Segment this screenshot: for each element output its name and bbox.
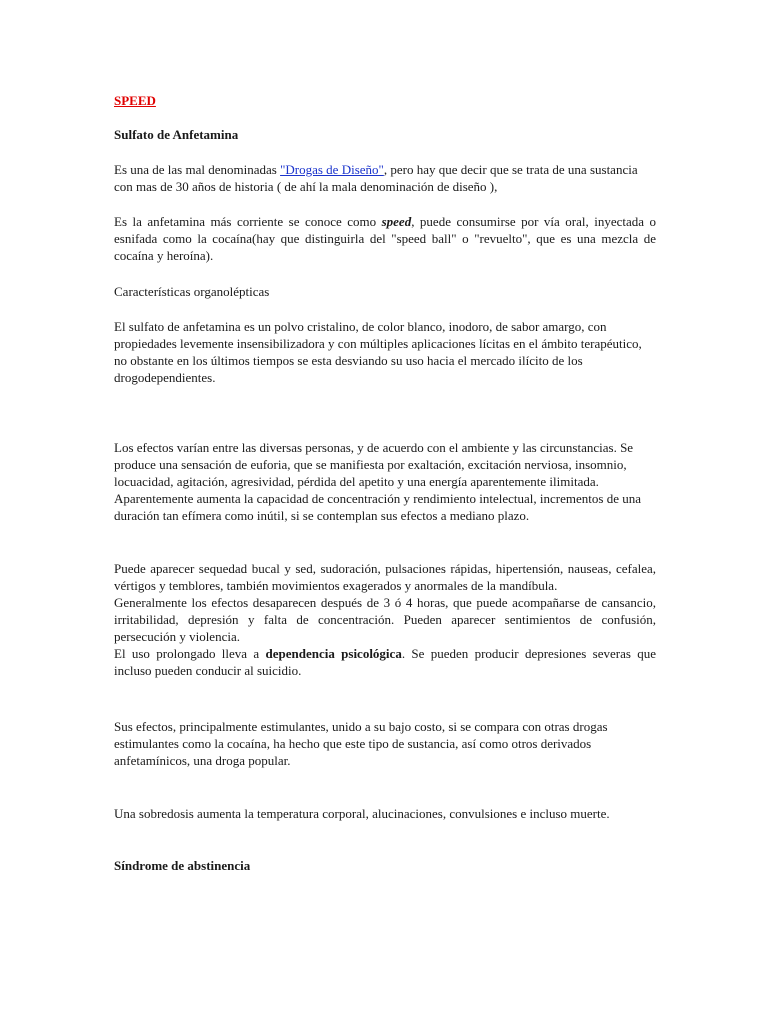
paragraph-popular: Sus efectos, principalmente estimulantes, unido a su bajo costo, si se compara con otras drogas estimulantes como la cocaína, ha hecho que este tipo de sustancia, así como otros derivados anfetamínicos, una droga popular. [114, 719, 608, 768]
intro-text-after: , pero hay que decir que se trata de una sustancia con mas de 30 años de historia ( de ahí la mala denominación de diseño ), [114, 162, 638, 194]
dependencia-psicologica-bold: dependencia psicológica [265, 646, 402, 661]
para2-before: Es la anfetamina más corriente se conoce como [114, 214, 382, 229]
paragraph-sulfato: El sulfato de anfetamina es un polvo cristalino, de color blanco, inodoro, de sabor amargo, con propiedades levemente insensibilizadora y con múltiples aplicaciones lícitas en el ámbito terapéutico, no obstante en los últimos tiempos se esta desviando su uso hacia el mercado ilícito de los drogodependientes. [114, 319, 642, 385]
paragraph-dependencia [114, 645, 656, 679]
intro-paragraph [114, 161, 656, 195]
paragraph-sintomas: Puede aparecer sequedad bucal y sed, sudoración, pulsaciones rápidas, hipertensión, nauseas, cefalea, vértigos y temblores, también movimientos exagerados y anormales de la mandíbula. [114, 561, 656, 593]
speed-emphasis: speed [381, 214, 412, 229]
heading-organolepticas: Características organolépticas [114, 284, 270, 299]
subtitle: Sulfato de Anfetamina [114, 127, 239, 142]
para7-before: El uso prolongado lleva a [114, 646, 266, 661]
paragraph-speed [114, 213, 656, 264]
paragraph-efectos: Los efectos varían entre las diversas personas, y de acuerdo con el ambiente y las circunstancias. Se produce una sensación de euforia, que se manifiesta por exaltación, excitación nerviosa, insomnio, locuacidad, agitación, agresividad, pérdida del apetito y una energía aparentemente ilimitada. Aparentemente aumenta la capacidad de concentración y rendimiento intelectual, incrementos de una duración tan efímera como inútil, si se contemplan sus efectos a mediano plazo. [114, 440, 641, 523]
intro-text-before: Es una de las mal denominadas [114, 162, 281, 177]
paragraph-sobredosis: Una sobredosis aumenta la temperatura corporal, alucinaciones, convulsiones e incluso muerte. [114, 806, 610, 821]
drogas-de-diseno-link[interactable]: "Drogas de Diseño" [280, 162, 384, 177]
para2-after: , puede consumirse por vía oral, inyectada o esnifada como la cocaína(hay que distinguirla del "speed ball" o "revuelto", que es una mezcla de cocaína y heroína). [114, 214, 657, 263]
paragraph-duracion: Generalmente los efectos desaparecen después de 3 ó 4 horas, que puede acompañarse de cansancio, irritabilidad, depresión y falta de concentración. Pueden aparecer sentimientos de confusión, persecución y violencia. [114, 595, 656, 644]
heading-abstinencia: Síndrome de abstinencia [114, 858, 251, 873]
document-title: SPEED [114, 93, 156, 108]
para7-after: . Se pueden producir depresiones severas que incluso pueden conducir al suicidio. [114, 646, 656, 678]
effects-block [114, 560, 656, 679]
